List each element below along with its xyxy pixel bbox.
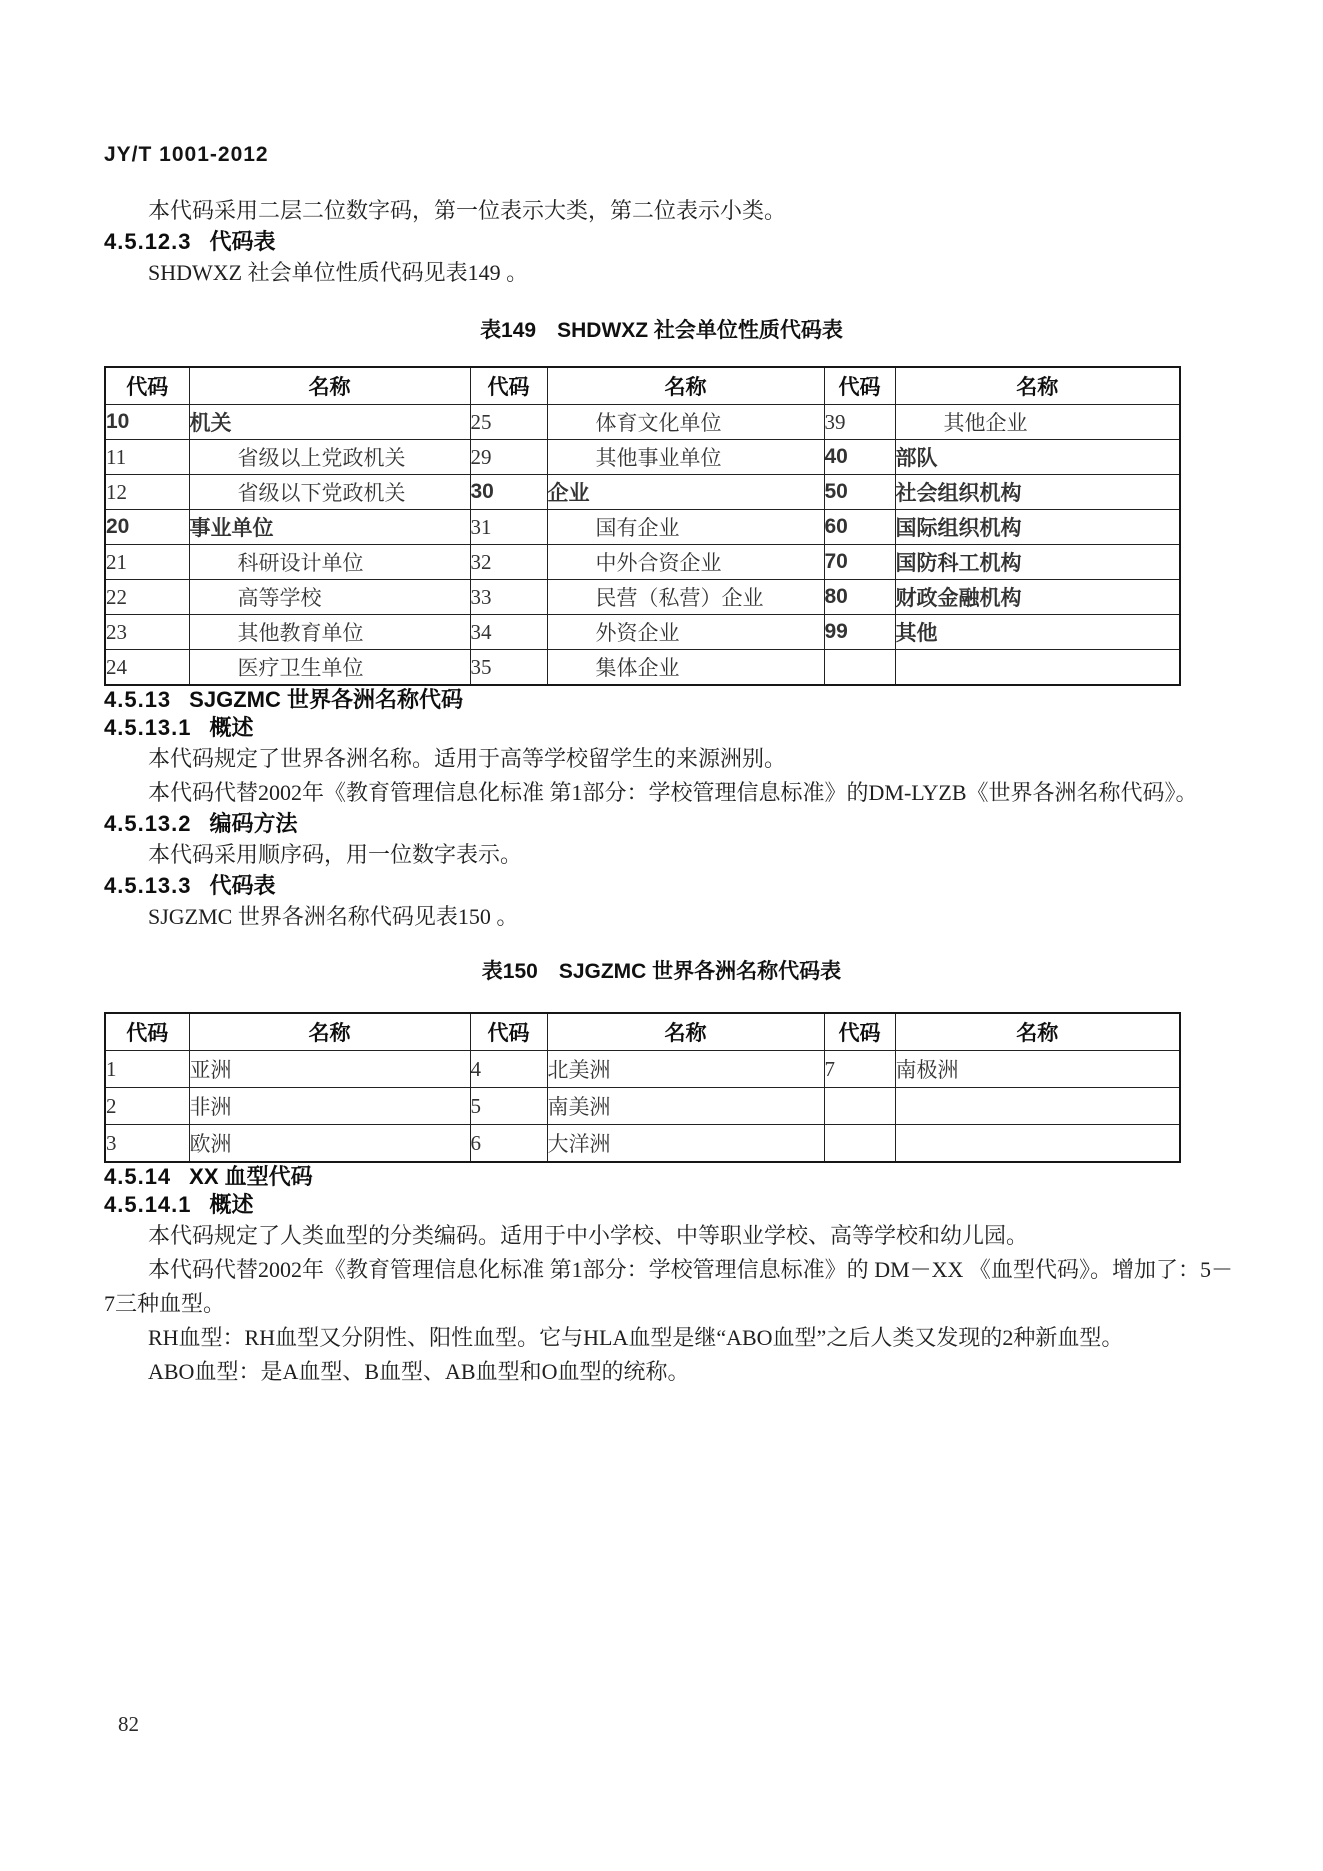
- code-cell: [824, 1125, 895, 1163]
- paragraph-4514-scope: 本代码规定了人类血型的分类编码。适用于中小学校、中等职业学校、高等学校和幼儿园。: [148, 1223, 1029, 1248]
- paragraph-4513-scope: 本代码规定了世界各洲名称。适用于高等学校留学生的来源洲别。: [148, 746, 787, 771]
- heading-title: SJGZMC 世界各洲名称代码: [189, 687, 463, 712]
- paragraph-table149-reference: SHDWXZ 社会单位性质代码见表149 。: [148, 260, 529, 285]
- heading-4-5-14: [104, 1163, 1233, 1191]
- code-cell: [824, 650, 895, 686]
- paragraph-4513-replaces: 本代码代替2002年《教育管理信息化标准 第1部分：学校管理信息标准》的DM-LYZB《世界各洲名称代码》。: [148, 780, 1198, 805]
- code-cell: 31: [470, 510, 547, 545]
- heading-title: XX 血型代码: [189, 1164, 313, 1189]
- table-row: [105, 650, 1180, 686]
- code-cell: 22: [105, 580, 189, 615]
- name-cell: [895, 1088, 1180, 1125]
- code-cell: 1: [105, 1051, 189, 1088]
- name-cell: 欧洲: [189, 1125, 470, 1163]
- column-header-code: 代码: [470, 367, 547, 405]
- name-cell: 部队: [895, 440, 1180, 475]
- name-cell: [895, 1125, 1180, 1163]
- page-number: 82: [118, 1712, 139, 1736]
- name-cell: 亚洲: [189, 1051, 470, 1088]
- name-cell: 北美洲: [547, 1051, 824, 1088]
- heading-4-5-13-3: [104, 872, 1233, 900]
- name-cell: 非洲: [189, 1088, 470, 1125]
- heading-number: 4.5.13.2: [104, 811, 192, 836]
- table-row: [105, 475, 1180, 510]
- heading-4-5-14-1: [104, 1191, 1233, 1219]
- name-cell: 外资企业: [547, 615, 824, 650]
- code-cell: 29: [470, 440, 547, 475]
- name-cell: 其他事业单位: [547, 440, 824, 475]
- table-row: [105, 405, 1180, 440]
- name-cell: 科研设计单位: [189, 545, 470, 580]
- name-cell: 医疗卫生单位: [189, 650, 470, 686]
- code-cell: 30: [470, 475, 547, 510]
- code-cell: 35: [470, 650, 547, 686]
- table-149-caption: 表149 SHDWXZ 社会单位性质代码表: [480, 319, 843, 342]
- column-header-code: 代码: [824, 1013, 895, 1051]
- column-header-name: 名称: [895, 1013, 1180, 1051]
- code-cell: 5: [470, 1088, 547, 1125]
- paragraph-4514-replaces: 本代码代替2002年《教育管理信息化标准 第1部分：学校管理信息标准》的 DM－XX 《血型代码》。增加了：5－7三种血型。: [104, 1257, 1233, 1316]
- code-cell: 60: [824, 510, 895, 545]
- name-cell: 省级以上党政机关: [189, 440, 470, 475]
- code-cell: 40: [824, 440, 895, 475]
- code-cell: 70: [824, 545, 895, 580]
- code-cell: 23: [105, 615, 189, 650]
- heading-title: 概述: [209, 715, 254, 740]
- table-row: [105, 1051, 1180, 1088]
- heading-4-5-12-3: [104, 228, 1233, 256]
- heading-number: 4.5.13.3: [104, 873, 192, 898]
- name-cell: 企业: [547, 475, 824, 510]
- name-cell: 国防科工机构: [895, 545, 1180, 580]
- table-header-row: [105, 1013, 1180, 1051]
- code-cell: 50: [824, 475, 895, 510]
- column-header-code: 代码: [470, 1013, 547, 1051]
- heading-title: 代码表: [209, 229, 276, 254]
- name-cell: 南极洲: [895, 1051, 1180, 1088]
- code-cell: 12: [105, 475, 189, 510]
- heading-title: 编码方法: [209, 811, 298, 836]
- table-149-header: [105, 367, 1180, 405]
- code-cell: 7: [824, 1051, 895, 1088]
- column-header-code: 代码: [105, 1013, 189, 1051]
- name-cell: 事业单位: [189, 510, 470, 545]
- standard-code: JY/T 1001-2012: [104, 143, 269, 166]
- column-header-code: 代码: [824, 367, 895, 405]
- name-cell: 国际组织机构: [895, 510, 1180, 545]
- name-cell: 省级以下党政机关: [189, 475, 470, 510]
- name-cell: 其他教育单位: [189, 615, 470, 650]
- paragraph-4514-abo-blood-type: ABO血型：是A血型、B血型、AB血型和O血型的统称。: [148, 1359, 690, 1384]
- code-cell: 3: [105, 1125, 189, 1163]
- heading-4-5-13-2: [104, 810, 1233, 838]
- column-header-name: 名称: [189, 367, 470, 405]
- table-150-body: [105, 1051, 1180, 1163]
- code-cell: 80: [824, 580, 895, 615]
- name-cell: 其他企业: [895, 405, 1180, 440]
- name-cell: 财政金融机构: [895, 580, 1180, 615]
- name-cell: 其他: [895, 615, 1180, 650]
- name-cell: 国有企业: [547, 510, 824, 545]
- code-cell: 21: [105, 545, 189, 580]
- column-header-name: 名称: [547, 367, 824, 405]
- code-cell: 2: [105, 1088, 189, 1125]
- table-150-sjgzmc: [104, 1012, 1181, 1163]
- paragraph-4514-rh-blood-type: RH血型：RH血型又分阴性、阳性血型。它与HLA血型是继“ABO血型”之后人类又发现的2种新血型。: [148, 1325, 1124, 1350]
- column-header-name: 名称: [189, 1013, 470, 1051]
- heading-number: 4.5.13.1: [104, 715, 192, 740]
- code-cell: 11: [105, 440, 189, 475]
- name-cell: 大洋洲: [547, 1125, 824, 1163]
- code-cell: [824, 1088, 895, 1125]
- name-cell: 中外合资企业: [547, 545, 824, 580]
- code-cell: 33: [470, 580, 547, 615]
- heading-number: 4.5.13: [104, 687, 172, 712]
- code-cell: 34: [470, 615, 547, 650]
- heading-number: 4.5.14.1: [104, 1192, 192, 1217]
- name-cell: 体育文化单位: [547, 405, 824, 440]
- name-cell: 机关: [189, 405, 470, 440]
- paragraph-45132-coding-method: 本代码采用顺序码，用一位数字表示。: [148, 842, 523, 867]
- table-150-header: [105, 1013, 1180, 1051]
- code-cell: 10: [105, 405, 189, 440]
- heading-title: 概述: [209, 1192, 254, 1217]
- name-cell: [895, 650, 1180, 686]
- heading-4-5-13-1: [104, 714, 1233, 742]
- table-row: [105, 440, 1180, 475]
- table-149-shdwxz: [104, 366, 1181, 686]
- column-header-name: 名称: [547, 1013, 824, 1051]
- column-header-name: 名称: [895, 367, 1180, 405]
- heading-number: 4.5.12.3: [104, 229, 192, 254]
- code-cell: 6: [470, 1125, 547, 1163]
- table-150-caption: 表150 SJGZMC 世界各洲名称代码表: [481, 960, 842, 983]
- code-cell: 39: [824, 405, 895, 440]
- table-149-body: [105, 405, 1180, 686]
- paragraph-coding-method-45122: 本代码采用二层二位数字码，第一位表示大类，第二位表示小类。: [148, 198, 787, 223]
- table-row: [105, 510, 1180, 545]
- table-row: [105, 615, 1180, 650]
- name-cell: 集体企业: [547, 650, 824, 686]
- heading-4-5-13: [104, 686, 1233, 714]
- table-row: [105, 1088, 1180, 1125]
- heading-title: 代码表: [209, 873, 276, 898]
- paragraph-table150-reference: SJGZMC 世界各洲名称代码见表150 。: [148, 904, 519, 929]
- name-cell: 民营（私营）企业: [547, 580, 824, 615]
- code-cell: 25: [470, 405, 547, 440]
- name-cell: 高等学校: [189, 580, 470, 615]
- heading-number: 4.5.14: [104, 1164, 172, 1189]
- name-cell: 社会组织机构: [895, 475, 1180, 510]
- table-row: [105, 1125, 1180, 1163]
- name-cell: 南美洲: [547, 1088, 824, 1125]
- code-cell: 20: [105, 510, 189, 545]
- column-header-code: 代码: [105, 367, 189, 405]
- code-cell: 99: [824, 615, 895, 650]
- code-cell: 24: [105, 650, 189, 686]
- table-row: [105, 545, 1180, 580]
- table-header-row: [105, 367, 1180, 405]
- code-cell: 32: [470, 545, 547, 580]
- table-row: [105, 580, 1180, 615]
- code-cell: 4: [470, 1051, 547, 1088]
